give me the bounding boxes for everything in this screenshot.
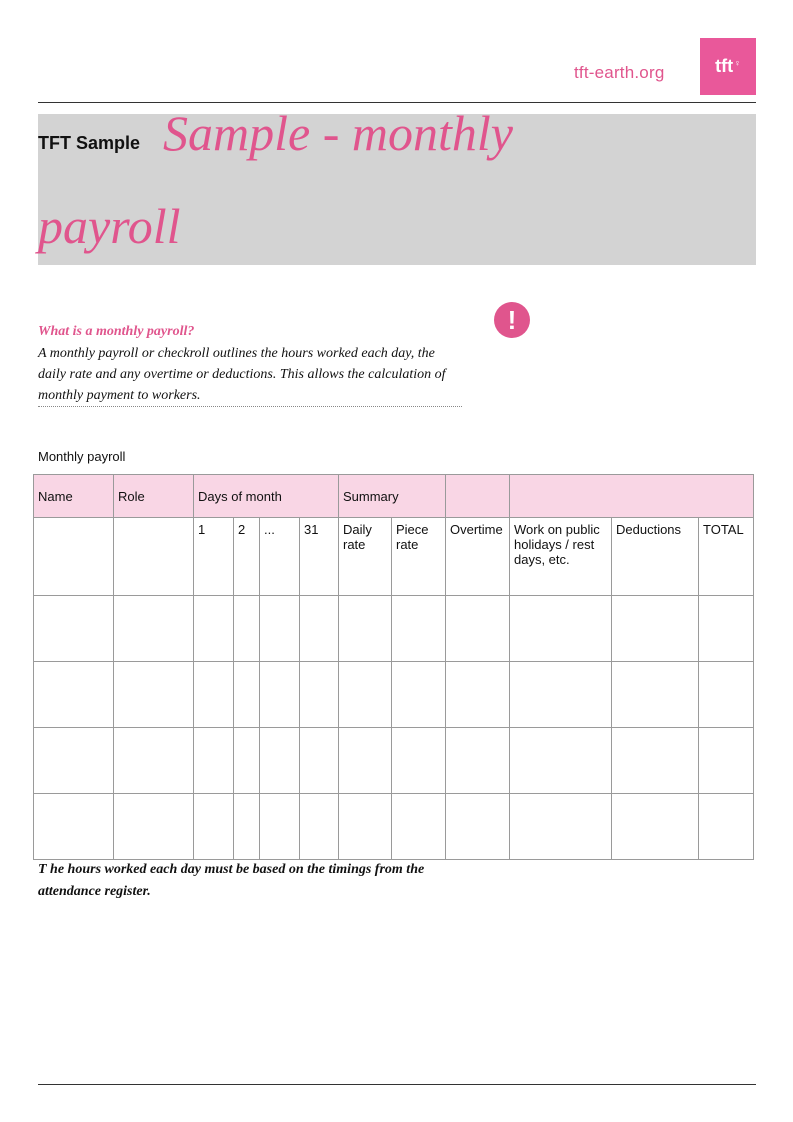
- table-cell[interactable]: [392, 728, 446, 794]
- table-cell[interactable]: [510, 794, 612, 860]
- table-row: [34, 728, 754, 794]
- table-cell[interactable]: [339, 794, 392, 860]
- table-cell[interactable]: [392, 662, 446, 728]
- header-blank: [446, 475, 510, 518]
- header-name: Name: [34, 475, 114, 518]
- table-cell[interactable]: [260, 728, 300, 794]
- subheader-total: TOTAL: [699, 518, 754, 596]
- table-cell[interactable]: [612, 662, 699, 728]
- subheader-daily-rate: Daily rate: [339, 518, 392, 596]
- table-cell[interactable]: [510, 662, 612, 728]
- subheader-overtime: Overtime: [446, 518, 510, 596]
- table-cell[interactable]: [612, 596, 699, 662]
- table-cell[interactable]: [194, 794, 234, 860]
- title-prefix: TFT Sample: [38, 133, 141, 153]
- subheader-blank: [34, 518, 114, 596]
- table-cell[interactable]: [34, 728, 114, 794]
- table-cell[interactable]: [446, 794, 510, 860]
- table-row: [34, 596, 754, 662]
- table-cell[interactable]: [34, 794, 114, 860]
- table-cell[interactable]: [510, 596, 612, 662]
- header-role: Role: [114, 475, 194, 518]
- subheader-deductions: Deductions: [612, 518, 699, 596]
- info-body: A monthly payroll or checkroll outlines the hours worked each day, the daily rate and any overtime or deductions. This allows the calculation of monthly payment to workers.: [38, 346, 446, 403]
- header-days-of-month: Days of month: [194, 475, 300, 518]
- table-cell[interactable]: [260, 596, 300, 662]
- table-cell[interactable]: [300, 596, 339, 662]
- table-cell[interactable]: [699, 662, 754, 728]
- info-heading: What is a monthly payroll?: [38, 324, 195, 339]
- table-header-row: [34, 475, 754, 518]
- table-cell[interactable]: [510, 728, 612, 794]
- footnote: T he hours worked each day must be based on the timings from the attendance register.: [38, 862, 425, 899]
- payroll-table: [33, 474, 754, 860]
- table-cell[interactable]: [392, 596, 446, 662]
- table-cell[interactable]: [392, 794, 446, 860]
- table-cell[interactable]: [114, 662, 194, 728]
- table-cell[interactable]: [699, 596, 754, 662]
- logo-mark-icon: ♀: [734, 57, 741, 68]
- table-cell[interactable]: [194, 662, 234, 728]
- table-cell[interactable]: [260, 662, 300, 728]
- subheader-blank: [114, 518, 194, 596]
- header-summary: Summary: [339, 475, 446, 518]
- exclamation-icon: !: [494, 302, 530, 338]
- table-row: [34, 662, 754, 728]
- table-cell[interactable]: [446, 662, 510, 728]
- table-cell[interactable]: [446, 596, 510, 662]
- subheader-public-holidays: Work on public holidays / rest days, etc.: [510, 518, 612, 596]
- table-cell[interactable]: [300, 794, 339, 860]
- table-cell[interactable]: [34, 596, 114, 662]
- header-divider: [38, 102, 756, 103]
- table-cell[interactable]: [339, 728, 392, 794]
- page-title-line-1: Sample - monthly: [163, 105, 513, 161]
- table-cell[interactable]: [34, 662, 114, 728]
- table-row: [34, 794, 754, 860]
- table-cell[interactable]: [339, 662, 392, 728]
- footer-divider: [38, 1084, 756, 1085]
- subheader-ellipsis: ...: [260, 518, 300, 596]
- info-divider: [38, 406, 462, 407]
- table-cell[interactable]: [300, 662, 339, 728]
- header-days-spacer: [300, 475, 339, 518]
- table-cell[interactable]: [234, 728, 260, 794]
- table-cell[interactable]: [114, 596, 194, 662]
- site-url[interactable]: tft-earth.org: [574, 63, 665, 82]
- table-cell[interactable]: [260, 794, 300, 860]
- subheader-day-2: 2: [234, 518, 260, 596]
- table-cell[interactable]: [194, 728, 234, 794]
- table-cell[interactable]: [114, 728, 194, 794]
- table-cell[interactable]: [612, 728, 699, 794]
- table-cell[interactable]: [300, 728, 339, 794]
- page-title-line-2: payroll: [38, 198, 181, 254]
- table-cell[interactable]: [114, 794, 194, 860]
- subheader-day-1: 1: [194, 518, 234, 596]
- table-cell[interactable]: [234, 794, 260, 860]
- subheader-piece-rate: Piece rate: [392, 518, 446, 596]
- table-cell[interactable]: [699, 794, 754, 860]
- table-cell[interactable]: [446, 728, 510, 794]
- table-cell[interactable]: [699, 728, 754, 794]
- table-cell[interactable]: [194, 596, 234, 662]
- header-blank: [510, 475, 754, 518]
- table-cell[interactable]: [234, 662, 260, 728]
- table-subheader-row: [34, 518, 754, 596]
- tft-logo: [700, 38, 756, 95]
- table-cell[interactable]: [612, 794, 699, 860]
- table-cell[interactable]: [234, 596, 260, 662]
- logo-text: tft: [715, 56, 734, 76]
- table-cell[interactable]: [339, 596, 392, 662]
- subheader-day-31: 31: [300, 518, 339, 596]
- table-caption: Monthly payroll: [38, 449, 126, 464]
